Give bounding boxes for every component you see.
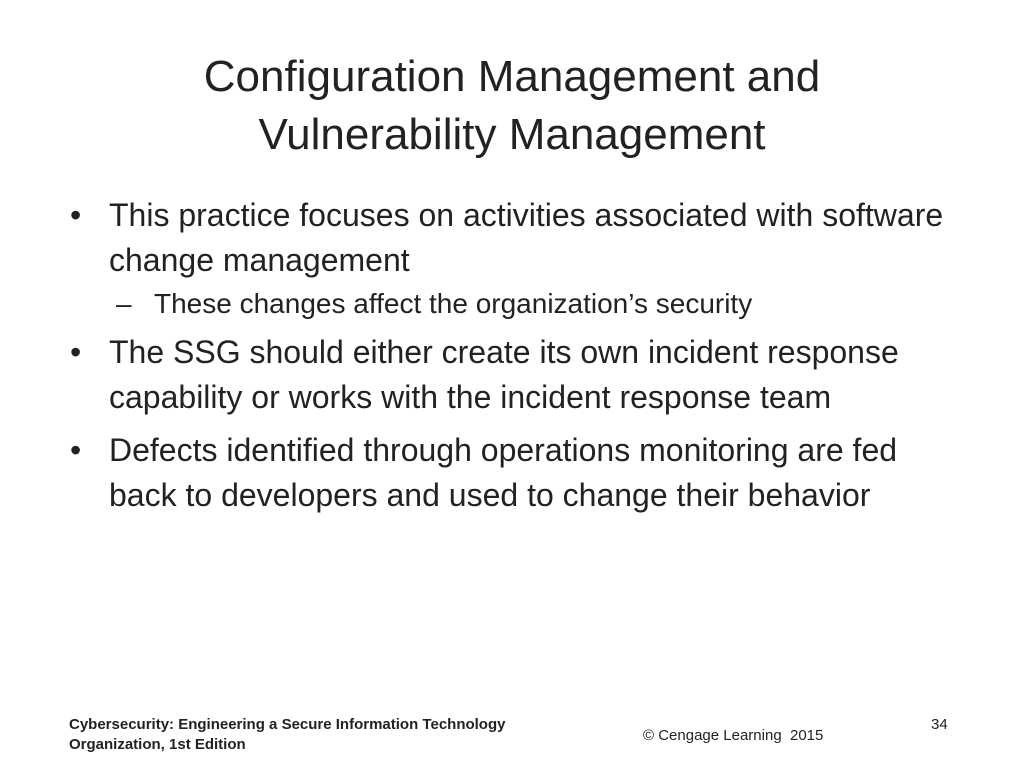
bullet-list <box>68 193 948 526</box>
slide-title-line-2: Vulnerability Management <box>258 110 766 159</box>
bullet-marker: • <box>70 197 82 233</box>
footer-copyright: © Cengage Learning 2015 <box>643 727 824 744</box>
bullet-marker: • <box>70 334 82 370</box>
bullet-marker: • <box>70 432 82 468</box>
bullet-text: The SSG should either create its own incident response capability or works with the incident response team <box>109 334 899 415</box>
sub-bullet-marker: – <box>116 288 132 319</box>
footer-book-title-line-2: Organization, 1st Edition <box>69 736 246 753</box>
bullet-item <box>68 330 948 420</box>
slide-title-line-1: Configuration Management and <box>203 52 821 101</box>
sub-bullet-item <box>109 286 948 322</box>
sub-bullet-text: These changes affect the organization’s security <box>154 288 753 319</box>
slide-title <box>60 48 964 164</box>
bullet-text: This practice focuses on activities associated with software change management <box>109 197 944 278</box>
footer-book-title <box>69 715 589 755</box>
sub-bullet-list <box>109 286 948 322</box>
bullet-text: Defects identified through operations monitoring are fed back to developers and used to change their behavior <box>109 432 898 513</box>
slide-number: 34 <box>931 716 948 733</box>
bullet-item <box>68 428 948 518</box>
footer-book-title-line-1: Cybersecurity: Engineering a Secure Information Technology <box>69 716 506 733</box>
bullet-item <box>68 193 948 322</box>
